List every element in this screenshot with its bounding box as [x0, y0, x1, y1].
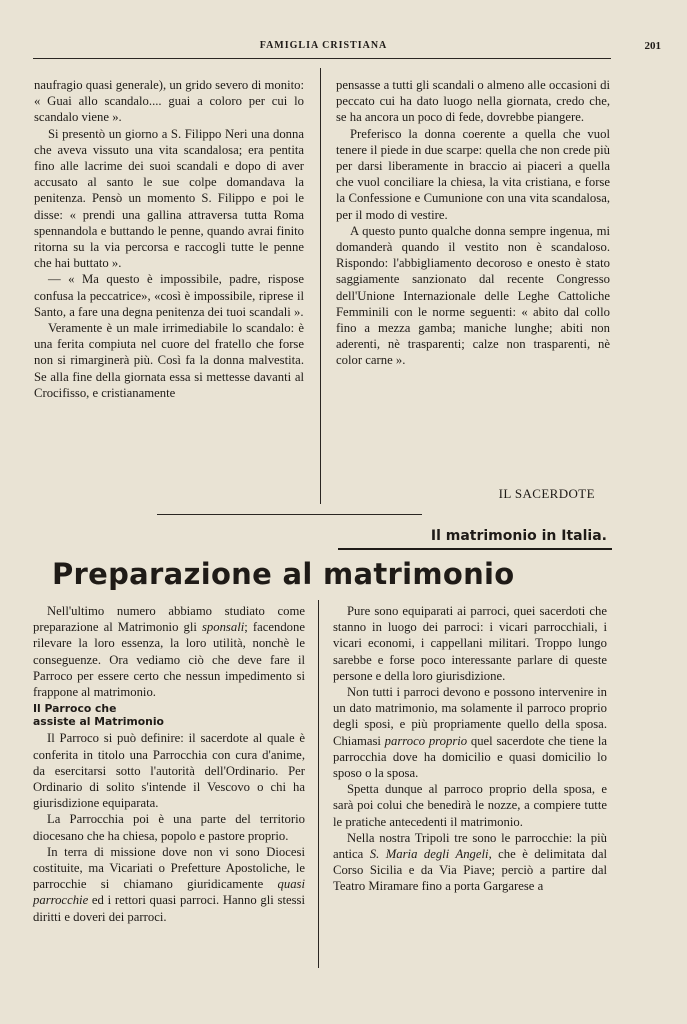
article-right-column	[333, 603, 607, 895]
section-kicker: Il matrimonio in Italia.	[430, 528, 607, 544]
paragraph: Nella nostra Tripoli tre sono le parrocchie: la più antica S. Maria degli Angeli, che è delimitata dal Corso Sicilia e da Via Piave; perciò a partire dal Teatro Miramare fino a porta Gargarese a	[333, 830, 607, 894]
top-left-column	[34, 77, 304, 401]
article-headline: Preparazione al matrimonio	[52, 557, 515, 591]
paragraph: Spetta dunque al parroco proprio della sposa, e sarà poi colui che benedirà le nozze, a compiere tutte le pratiche antecedenti il matrimonio.	[333, 782, 607, 829]
section-separator	[157, 514, 422, 515]
paragraph: Preferisco la donna coerente a quella che vuol tenere il piede in due scarpe: quella che non crede più per darsi liberamente in braccio ai piaceri a quella che vuol conciliare la chiesa, la vita cristiana, e forse la Confessione e Cumunione con una vita scandalosa, per il modo di vestire.	[336, 126, 610, 222]
paragraph: Veramente è un male irrimediabile lo scandalo: è una ferita compiuta nel cuore del fratello che forse non si rimarginerà più. Così fa la donna malvestita. Se alla fine della giornata essa si mettesse davanti al Crocifisso, e cristianamente	[34, 321, 304, 400]
subheading: Il Parroco che assiste al Matrimonio	[33, 702, 164, 728]
page-number: 201	[644, 40, 661, 52]
paragraph: La Parrocchia poi è una parte del territorio diocesano che ha chiesa, popolo e pastore proprio.	[33, 812, 305, 843]
top-right-column	[336, 77, 610, 369]
paragraph: naufragio quasi generale), un grido severo di monito: « Guai allo scandalo.... guai a coloro per cui lo scandalo viene ».	[34, 78, 304, 125]
paragraph: Non tutti i parroci devono e possono intervenire in un dato matrimonio, ma solamente il parroco proprio degli sposi, e più propriamente quello della sposa. Chiamasi parroco proprio quel sacerdote che tiene la parrocchia dove ha domicilio e quasi domicilio lo sposo o la sposa.	[333, 685, 607, 781]
paragraph: pensasse a tutti gli scandali o almeno alle occasioni di peccato cui ha dato luogo nella giornata, credo che, se ha ancora un poco di fede, dovrebbe piangere.	[336, 78, 610, 125]
paragraph: A questo punto qualche donna sempre ingenua, mi domanderà quando il vestito non è scandaloso. Rispondo: l'abbigliamento decoroso e onesto è stato saggiamente sanzionato dal recente Congresso dell'Unione Internazionale delle Leghe Cattoliche Femminili con le norme seguenti: « abito dal collo fino a mezza gamba; maniche lunghe; abiti non aderenti, nè trasparenti; calze non trasparenti, nè color carne ».	[336, 223, 610, 368]
kicker-rule	[338, 548, 612, 550]
article-left-column	[33, 603, 305, 925]
paragraph: Si presentò un giorno a S. Filippo Neri una donna che aveva vissuto una vita scandalosa; era pentita fino alle lacrime dei suoi scandali e dopo di aver accusato al santo le sue colpe domandava la penitenza. Pensò un momento S. Filippo e poi le disse: « prendi una gallina attraversa tutta Roma spennandola e buttando le penne, quando avrai finito ritorna su la via percorsa e raccogli tutte le penne che hai buttato ».	[34, 126, 304, 271]
column-divider	[318, 600, 319, 968]
paragraph: In terra di missione dove non vi sono Diocesi costituite, ma Vicariati o Prefetture Apostoliche, le parrocchie si chiamano giuridicamente quasi parrocchie ed i rettori quasi parroci. Hanno gli stessi diritti e doveri dei parroci.	[33, 844, 305, 924]
author-signature: IL SACERDOTE	[498, 486, 595, 501]
paragraph: Il Parroco si può definire: il sacerdote al quale è conferita in titolo una Parrocchia con cura d'anime, da esercitarsi sotto l'autorità dell'Ordinario. Per Ordinario di solito s'intende il Vescovo o chi ha giurisdizione equiparata.	[33, 731, 305, 811]
intro-paragraph: Nell'ultimo numero abbiamo studiato come preparazione al Matrimonio gli sponsali; facendone rilevare la loro essenza, la loro utilità, nonchè le conseguenze. Ora vediamo ciò che deve fare il Parroco per essere certo che nessun impedimento si frappone al matrimonio.	[33, 604, 306, 700]
header-rule	[33, 58, 611, 59]
running-head	[30, 40, 661, 58]
magazine-title: FAMIGLIA CRISTIANA	[259, 40, 388, 51]
paragraph: Pure sono equiparati ai parroci, quei sacerdoti che stanno in luogo dei parroci: i vicari parrocchiali, i vicari economi, i cappellani militari. Troppo lungo sarebbe e forse poco interessante parlare di queste persone e della loro giurisdizione.	[333, 604, 607, 683]
paragraph: — « Ma questo è impossibile, padre, rispose confusa la peccatrice», «così è impossibile, riprese il Santo, a fare una degna penitenza dei tuoi scandali ».	[34, 272, 304, 319]
column-divider	[320, 68, 321, 504]
